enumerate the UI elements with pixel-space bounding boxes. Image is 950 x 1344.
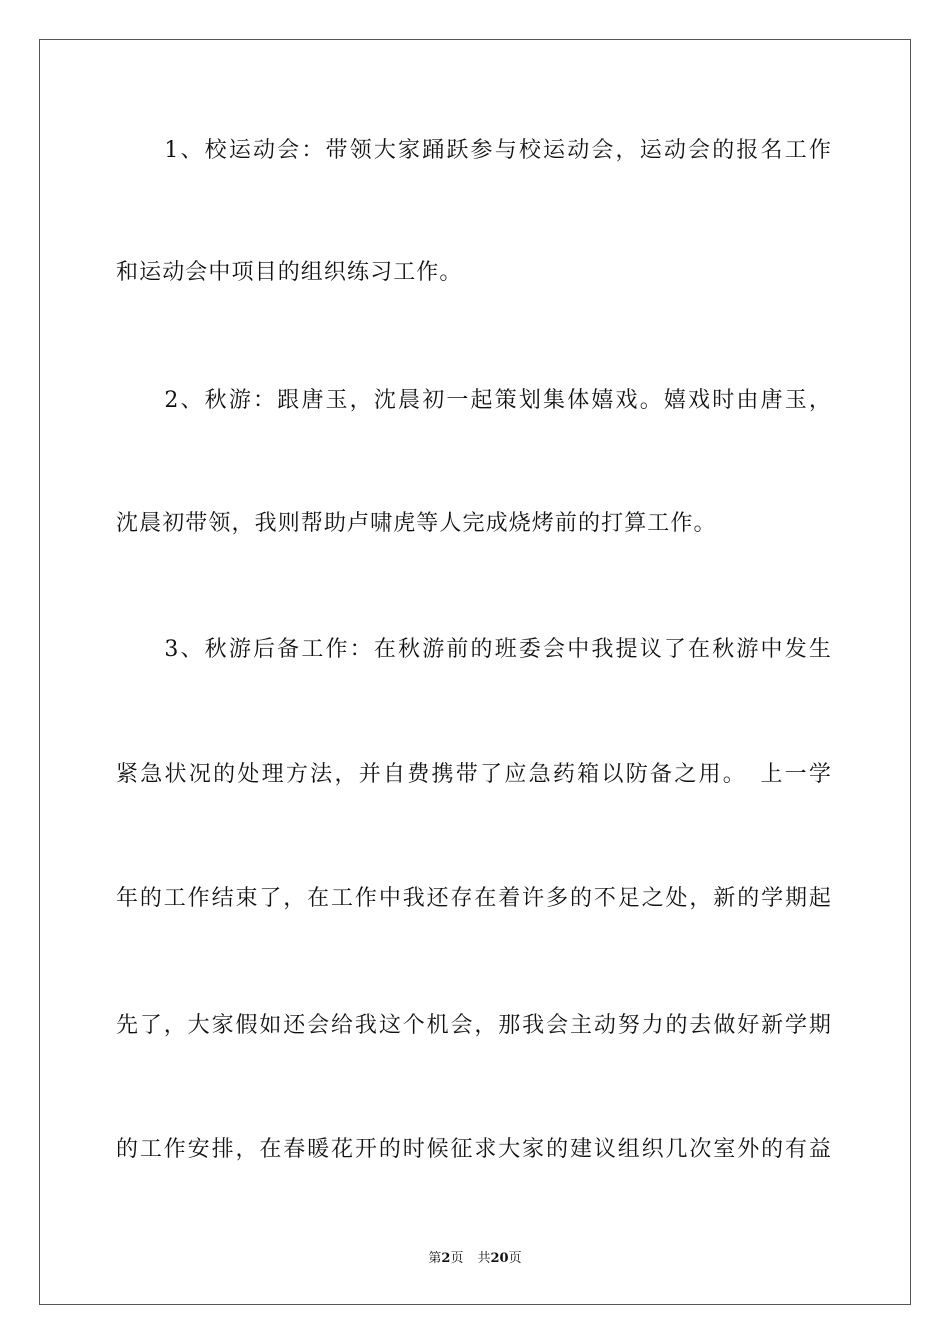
text-line-5: 3、秋游后备工作：在秋游前的班委会中我提议了在秋游中发生	[116, 637, 832, 662]
text-line-4: 沈晨初带领，我则帮助卢啸虎等人完成烧烤前的打算工作。	[116, 511, 717, 536]
page-suffix: 页	[450, 1251, 464, 1266]
text-line-8: 先了，大家假如还会给我这个机会，那我会主动努力的去做好新学期	[116, 1013, 832, 1038]
text-line-3: 2、秋游：跟唐玉，沈晨初一起策划集体嬉戏。嬉戏时由唐玉，	[116, 388, 832, 413]
total-prefix: 共	[477, 1251, 491, 1266]
total-suffix: 页	[508, 1251, 522, 1266]
text-line-2: 和运动会中项目的组织练习工作。	[116, 260, 463, 285]
text-line-1: 1、校运动会：带领大家踊跃参与校运动会，运动会的报名工作	[116, 138, 832, 163]
text-line-6: 紧急状况的处理方法，并自费携带了应急药箱以防备之用。 上一学	[116, 762, 832, 787]
text-line-7: 年的工作结束了，在工作中我还存在着许多的不足之处，新的学期起	[116, 886, 832, 911]
page-prefix: 第	[428, 1251, 442, 1266]
total-page-number: 20	[490, 1251, 509, 1266]
text-line-9: 的工作安排，在春暖花开的时候征求大家的建议组织几次室外的有益	[116, 1137, 832, 1162]
page-footer	[0, 1247, 950, 1266]
current-page-number: 2	[441, 1251, 451, 1266]
page-border	[39, 39, 911, 1305]
